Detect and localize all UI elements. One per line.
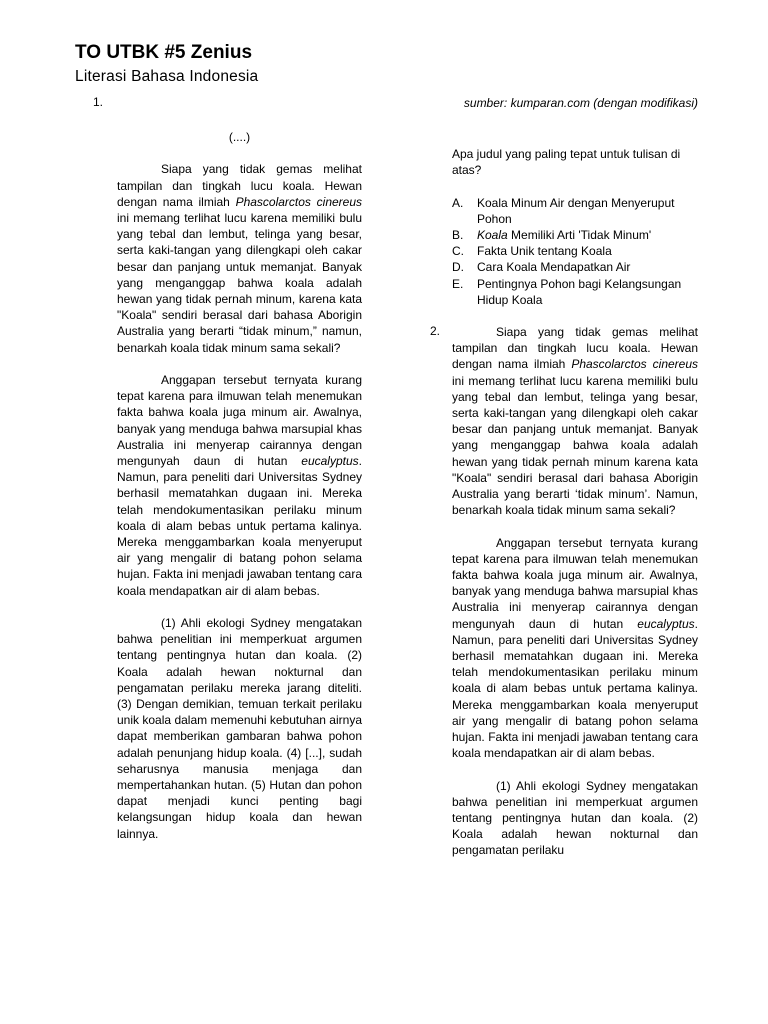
passage-heading: (....) xyxy=(228,130,251,144)
source-citation: sumber: kumparan.com (dengan modifikasi) xyxy=(463,96,698,110)
question-2-passage xyxy=(452,324,698,859)
option-text: Fakta Unik tentang Koala xyxy=(477,244,612,259)
scientific-name: Phascolarctos cinereus xyxy=(571,357,698,372)
text-run: . Namun, para peneliti dari Universitas Sydney berhasil mematahkan dugaan ini. Mereka telah mendokumentasikan perilaku minum koala di alam bebas untuk pertama kalinya. Mereka menggambarkan koala menyeruput air yang mengalir di batang pohon selama hujan. Fakta ini menjadi jawaban tentang cara koala mendapatkan air di alam bebas. xyxy=(452,616,698,761)
option-letter: D. xyxy=(452,260,464,275)
question-2-passage-clip xyxy=(452,324,698,924)
option-letter: B. xyxy=(452,228,464,242)
option-d[interactable] xyxy=(452,259,698,275)
text-run: . Namun, para peneliti dari Universitas Sydney berhasil mematahkan dugaan ini. Mereka telah mendokumentasikan perilaku minum koala di alam bebas untuk pertama kalinya. Mereka menggambarkan koala menyeruput air yang mengalir di batang pohon selama hujan. Fakta ini menjadi jawaban tentang cara koala mendapatkan air di alam bebas. xyxy=(117,454,362,598)
option-text: Koala Minum Air dengan Menyeruput Pohon xyxy=(477,195,675,226)
passage-paragraph-2 xyxy=(117,372,362,599)
option-text-run: Memiliki Arti 'Tidak Minum' xyxy=(507,228,652,242)
question-1-block xyxy=(452,146,698,324)
text-run: Siapa yang tidak gemas melihat tampilan dan tingkah lucu koala. Hewan dengan nama ilmiah xyxy=(452,325,698,372)
italic-term: eucalyptus xyxy=(637,616,695,631)
passage-paragraph-3: (1) Ahli ekologi Sydney mengatakan bahwa penelitian ini memperkuat argumen tentang pentingnya hutan dan koala. (2) Koala adalah hewan nokturnal dan pengamatan perilaku xyxy=(452,778,698,858)
option-text: Pentingnya Pohon bagi Kelangsungan Hidup Koala xyxy=(477,276,682,307)
text-run: ini memang terlihat lucu karena memiliki bulu yang tebal dan lembut, telinga yang besar, serta kaki-tangan yang dilengkapi oleh cakar besar dan panjang untuk memanjat. Banyak yang menganggap bahwa koala adalah hewan yang tidak pernah minum, karena kata "Koala" sendiri berasal dari bahasa Aborigin Australia yang berarti “tidak minum,” namun, benarkah koala tidak minum sama sekali? xyxy=(117,211,362,355)
passage-paragraph-1 xyxy=(117,161,362,355)
option-c[interactable] xyxy=(452,243,698,259)
option-b[interactable] xyxy=(452,227,698,243)
passage-paragraph-1 xyxy=(452,324,698,518)
scientific-name: Phascolarctos cinereus xyxy=(235,194,363,209)
document-subtitle: Literasi Bahasa Indonesia xyxy=(75,68,259,85)
italic-term: eucalyptus xyxy=(301,454,359,469)
text-run: ini memang terlihat lucu karena memiliki bulu yang tebal dan lembut, telinga yang besar, serta kaki-tangan yang dilengkapi oleh cakar besar dan panjang untuk memanjat. Banyak yang menganggap bahwa koala adalah hewan yang tidak pernah minum karena kata "Koala" sendiri berasal dari bahasa Aborigin Australia yang berarti ‘tidak minum’. Namun, benarkah koala tidak minum sama sekali? xyxy=(452,373,698,518)
text-run: Anggapan tersebut ternyata kurang tepat karena para ilmuwan telah menemukan fakta bahwa koala juga minum air. Awalnya, banyak yang menduga bahwa marsupial khas Australia ini menyerap cairannya dengan mengunyah daun di hutan xyxy=(117,373,362,469)
option-text: Cara Koala Mendapatkan Air xyxy=(477,260,631,275)
question-1-prompt: Apa judul yang paling tepat untuk tulisan di atas? xyxy=(452,147,681,178)
option-e[interactable] xyxy=(452,276,698,308)
option-a[interactable] xyxy=(452,195,698,227)
document-title: TO UTBK #5 Zenius xyxy=(75,42,253,63)
text-run: Siapa yang tidak gemas melihat tampilan dan tingkah lucu koala. Hewan dengan nama ilmiah xyxy=(117,162,362,209)
passage-paragraph-3: (1) Ahli ekologi Sydney mengatakan bahwa penelitian ini memperkuat argumen tentang pentingnya hutan dan koala. (2) Koala adalah hewan nokturnal dan pengamatan perilaku mereka jarang diteliti. (3) Dengan demikian, temuan terkait perilaku unik koala dalam memenuhi kebutuhan airnya dapat memberikan gambaran bahwa pohon adalah penunjang hidup koala. (4) [...], sudah seharusnya manusia menjaga dan mempertahankan hutan. (5) Hutan dan pohon dapat menjadi kunci penting bagi kelangsungan hidup koala dan hewan lainnya. xyxy=(117,616,362,841)
option-text xyxy=(477,227,698,243)
option-letter: A. xyxy=(452,195,464,210)
answer-options xyxy=(452,195,698,308)
option-italic: Koala xyxy=(477,228,508,242)
passage-paragraph-2 xyxy=(452,535,698,762)
option-letter: E. xyxy=(452,276,464,291)
option-letter: C. xyxy=(452,244,464,259)
question-1-passage xyxy=(117,129,362,858)
question-2-number: 2. xyxy=(430,324,441,338)
question-1-number: 1. xyxy=(93,95,104,109)
text-run: Anggapan tersebut ternyata kurang tepat karena para ilmuwan telah menemukan fakta bahwa koala juga minum air. Awalnya, banyak yang menduga bahwa marsupial khas Australia ini menyerap cairannya dengan mengunyah daun di hutan xyxy=(452,535,698,631)
